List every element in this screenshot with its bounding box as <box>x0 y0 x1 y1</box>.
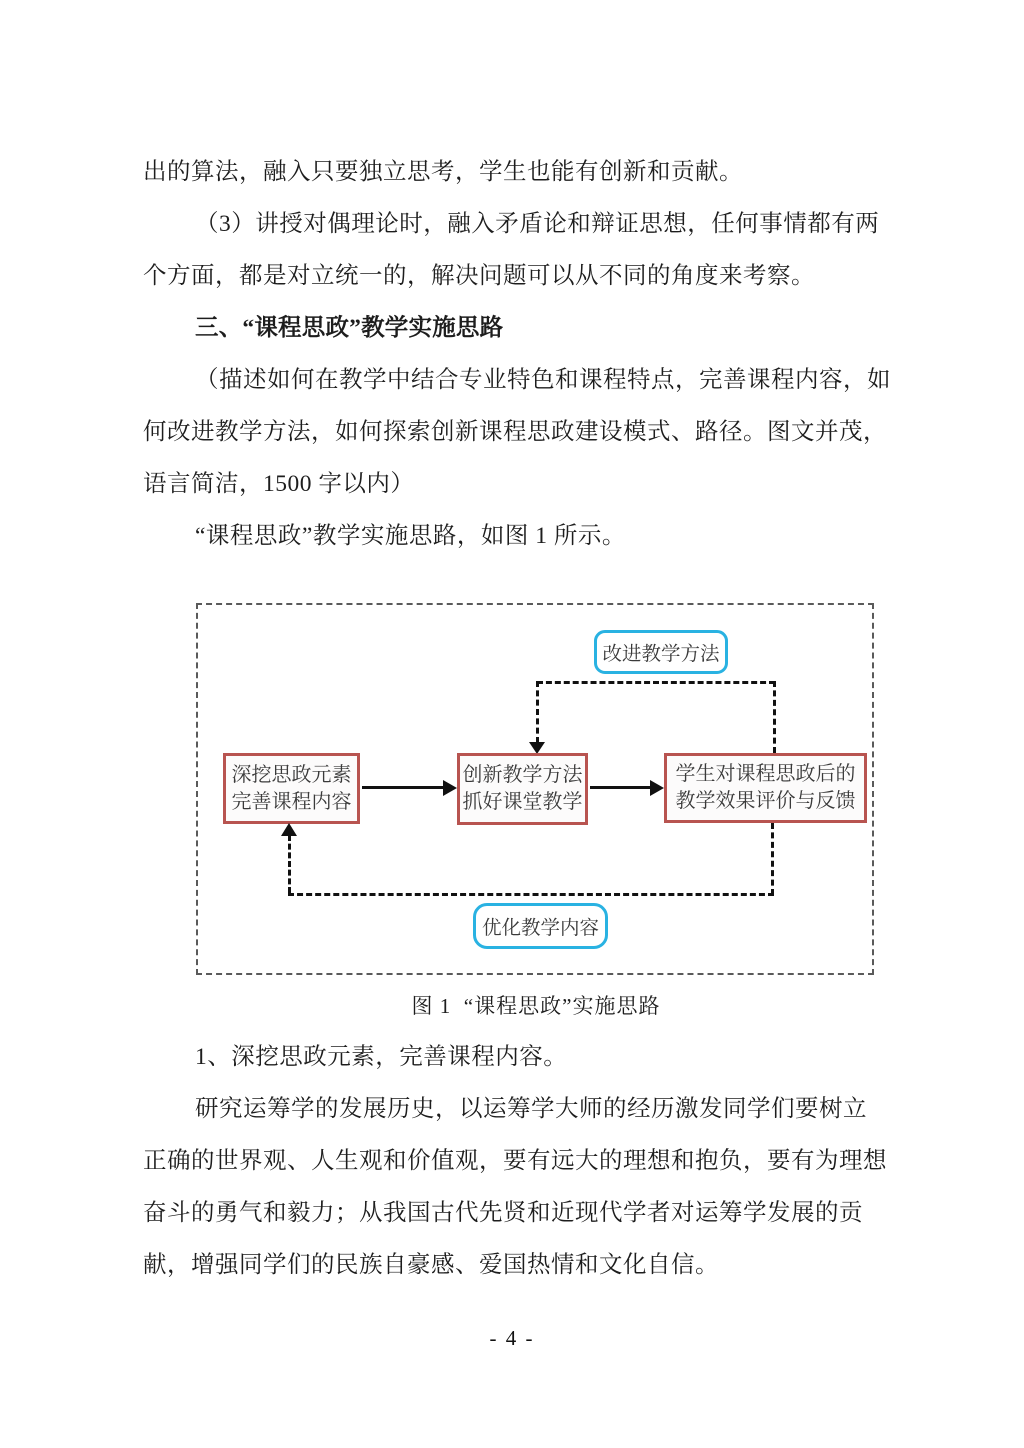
arrow-shaft-box2-to-box3 <box>590 786 650 789</box>
flowchart-label-improve-methods: 改进教学方法 <box>594 630 728 674</box>
box-text-line: 完善课程内容 <box>231 790 352 813</box>
arrow-shaft-box1-to-box2 <box>362 786 444 789</box>
paragraph-line: 语言简洁，1500 字以内） <box>143 471 415 497</box>
paragraph-line: 出的算法，融入只要独立思考，学生也能有创新和贡献。 <box>143 159 743 185</box>
paragraph-line: 研究运筹学的发展历史，以运筹学大师的经历激发同学们要树立 <box>195 1096 867 1122</box>
flowchart-box-mine-elements <box>223 753 360 824</box>
body-text-lower <box>143 1031 887 1291</box>
paragraph-line: 1、深挖思政元素，完善课程内容。 <box>195 1044 568 1070</box>
flowchart-label-optimize-content: 优化教学内容 <box>473 903 608 949</box>
arrowhead-right-icon <box>650 780 664 796</box>
flowchart-box-innovate-teaching <box>457 753 588 825</box>
flowchart-box-student-feedback <box>664 753 867 823</box>
paragraph-line: 献，增强同学们的民族自豪感、爱国热情和文化自信。 <box>143 1252 719 1278</box>
page-number: - 4 - <box>489 1326 535 1350</box>
box-text-line: 深挖思政元素 <box>231 763 352 786</box>
figure-caption: 图 1 “课程思政”实施思路 <box>411 994 661 1018</box>
paragraph-line: 个方面，都是对立统一的，解决问题可以从不同的角度来考察。 <box>143 263 815 289</box>
section-heading: 三、“课程思政”教学实施思路 <box>195 315 504 341</box>
dashed-connector-top-horizontal <box>537 681 775 684</box>
dashed-feedback-left-vertical <box>288 835 291 893</box>
paragraph-line: （3）讲授对偶理论时，融入矛盾论和辩证思想，任何事情都有两 <box>195 211 880 237</box>
dashed-connector-top-left-vertical <box>536 681 539 743</box>
dashed-feedback-horizontal <box>288 893 774 896</box>
paragraph-line: 何改进教学方法，如何探索创新课程思政建设模式、路径。图文并茂， <box>143 419 887 445</box>
paragraph-line: 正确的世界观、人生观和价值观，要有远大的理想和抱负，要有为理想 <box>143 1148 887 1174</box>
body-text-upper <box>143 146 891 562</box>
box-text-line: 教学效果评价与反馈 <box>675 790 856 812</box>
dashed-connector-top-right-vertical <box>773 681 776 753</box>
arrowhead-right-icon <box>443 780 457 796</box>
paragraph-line: 奋斗的勇气和毅力；从我国古代先贤和近现代学者对运筹学发展的贡 <box>143 1200 863 1226</box>
arrowhead-up-icon <box>281 823 297 836</box>
box-text-line: 创新教学方法 <box>462 764 583 786</box>
box-text-line: 抓好课堂教学 <box>462 791 583 813</box>
box-text-line: 学生对课程思政后的 <box>675 763 856 785</box>
paragraph-line: （描述如何在教学中结合专业特色和课程特点，完善课程内容，如 <box>195 367 891 393</box>
dashed-feedback-right-vertical <box>771 823 774 895</box>
paragraph-line: “课程思政”教学实施思路，如图 1 所示。 <box>195 523 626 549</box>
